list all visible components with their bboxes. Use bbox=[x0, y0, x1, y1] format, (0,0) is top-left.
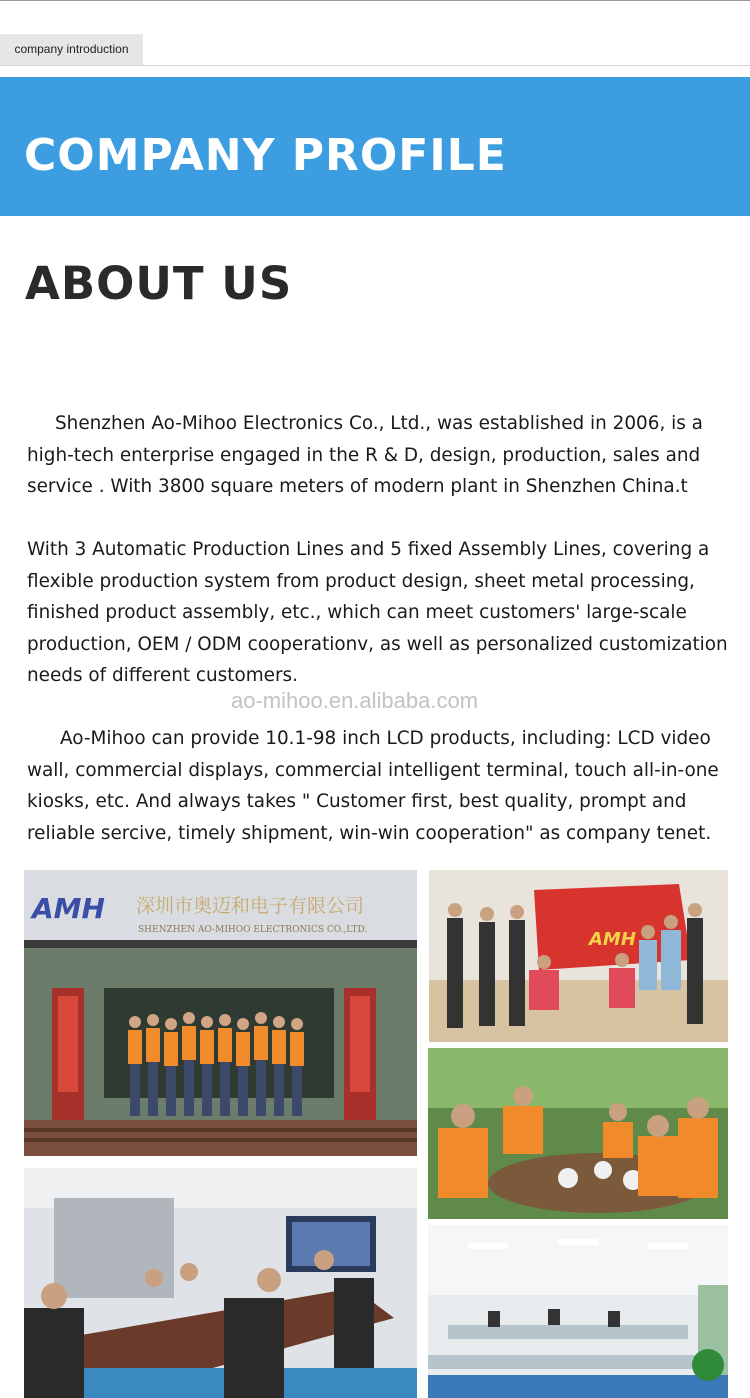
store-watermark: ao-mihoo.en.alibaba.com bbox=[231, 688, 479, 713]
team-banner-photo bbox=[429, 870, 728, 1042]
banner-title: COMPANY PROFILE bbox=[24, 130, 507, 181]
intro-paragraph: Shenzhen Ao-Mihoo Electronics Co., Ltd., was established in 2006, is a high-tech enterprise engaged in the R & D, design, production, sales and service . With 3800 square meters of modern plant in Shenzhen China.t bbox=[27, 413, 703, 497]
about-heading: ABOUT US bbox=[25, 257, 293, 310]
office-photo bbox=[428, 1225, 728, 1398]
products-paragraph: Ao-Mihoo can provide 10.1-98 inch LCD products, including: LCD video wall, commercial displays, commercial intelligent terminal, touch all-in-one kiosks, etc. And always takes " Customer first, best quality, prompt and reliable sercive, timely shipment, win-win cooperation" as company tenet. bbox=[27, 728, 719, 844]
top-divider bbox=[0, 0, 750, 1]
tab-divider bbox=[0, 65, 750, 66]
company-building-photo bbox=[24, 870, 417, 1156]
building-sign-cn: 深圳市奥迈和电子有限公司 bbox=[136, 895, 365, 917]
team-banner-logo: AMH bbox=[589, 929, 636, 950]
building-logo: AMH bbox=[32, 892, 105, 925]
production-paragraph: With 3 Automatic Production Lines and 5 fixed Assembly Lines, covering a flexible production system from product design, sheet metal processing, finished product assembly, etc., which can meet customers' large-scale production, OEM / ODM cooperationv, as well as personalized customization needs of different customers. bbox=[27, 539, 728, 686]
team-dinner-photo bbox=[428, 1048, 728, 1219]
building-sign-en: SHENZHEN AO-MIHOO ELECTRONICS CO.,LTD. bbox=[138, 925, 368, 935]
tab-company-introduction[interactable]: company introduction bbox=[0, 34, 143, 65]
meeting-room-photo bbox=[24, 1168, 417, 1398]
